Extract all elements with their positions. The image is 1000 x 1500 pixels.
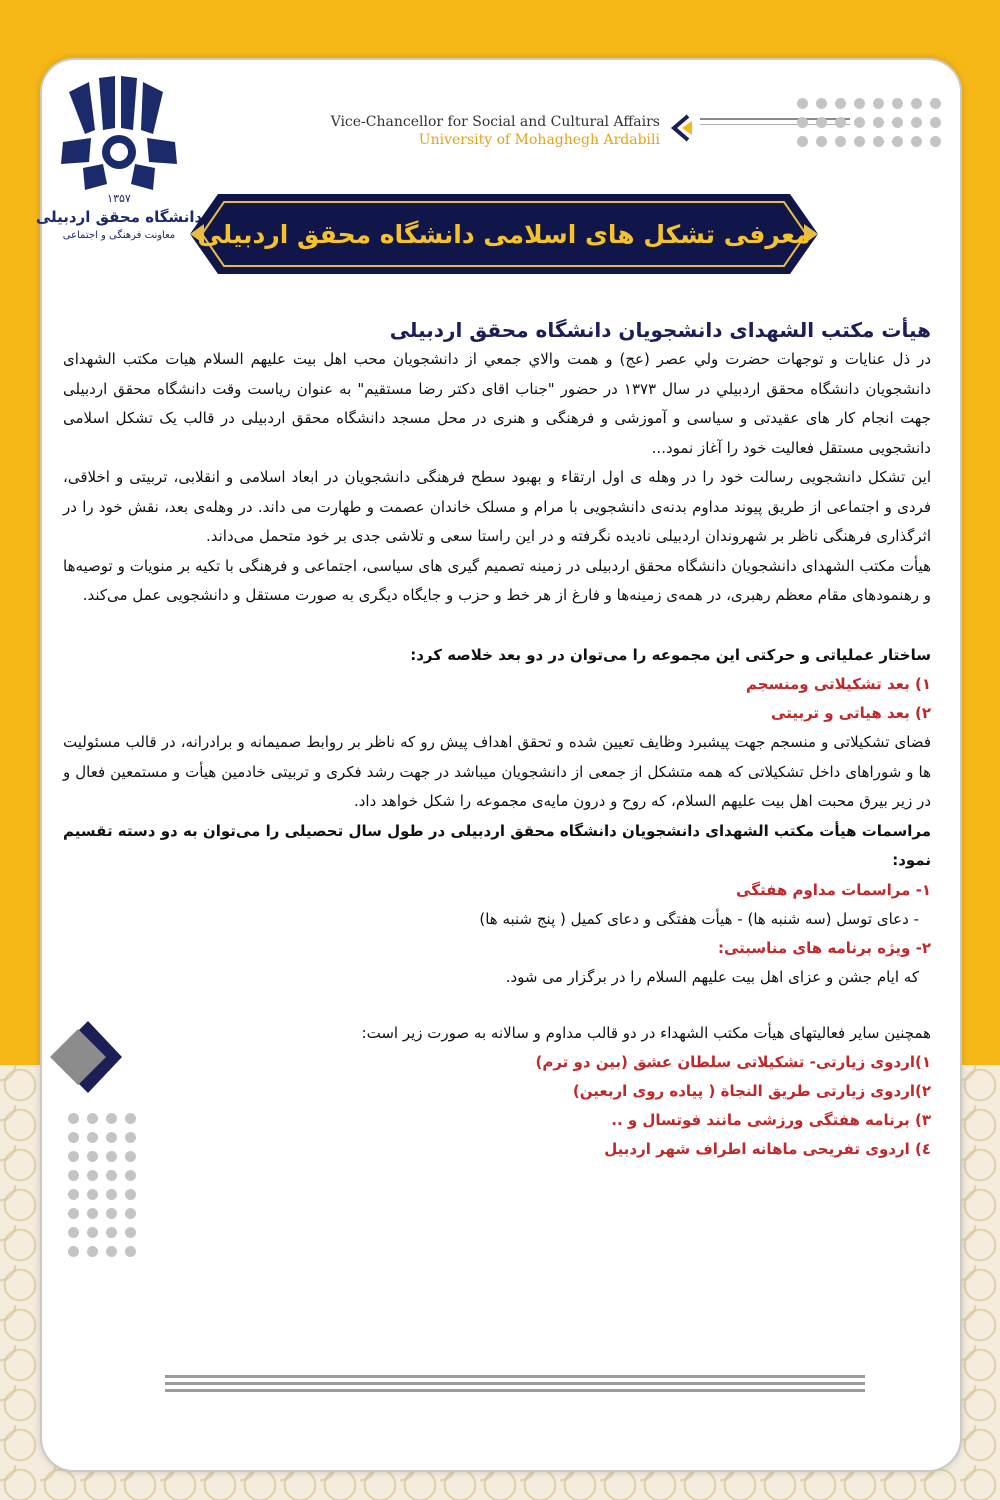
dots-decoration-top [797,98,941,147]
logo-name: دانشگاه محقق اردبیلی [35,208,203,226]
diamond-decoration [50,1015,126,1099]
ceremony-1-title: ١- مراسمات مداوم هفتگی [736,880,931,899]
other-activity-3: ٣) برنامه هفتگی ورزشی مانند فوتسال و .. [611,1111,931,1129]
ceremony-1-description: - دعای توسل (سه شنبه ها) - هیأت هفتگی و دعای کمیل ( پنج شنبه ها) [479,909,919,928]
other-activity-2: ٢)اردوی زیارتی طریق النجاة ( پیاده روی اربعین) [572,1082,931,1100]
structure-intro: ساختار عملیاتی و حرکتی این مجموعه را می‌توان در دو بعد خلاصه کرد: [410,645,931,664]
other-activities-intro: همچنین سایر فعالیتهای هیأت مکتب الشهداء در دو قالب مداوم و سالانه به صورت زیر است: [361,1023,931,1042]
structure-description: فضای تشکیلاتی و منسجم جهت پیشبرد وظایف تعیین شده و تحقق اهداف پیش رو که ناظر بر روابط صمیمانه و برادرانه، در قالب مسئولیت ها و شوراهای داخل تشکیلاتی که همه متشکل از جمعی از دانشجویان میباشد در جهت رشد فکری و تربیتی خادمین هیأت و مستمعین فعال و در زیر بیرق محبت اهل بیت علیهم السلام، که روح و درون مایه‌ی مجموعه را شکل خواهد داد. [63,733,931,810]
chevron-left-icon [668,113,694,143]
logo-subtitle: معاونت فرهنگی و اجتماعی [62,230,176,241]
other-activity-1: ١)اردوی زیارتی- تشکیلاتی سلطان عشق (بین دو ترم) [535,1053,931,1071]
header-en-university: University of Mohaghegh Ardabili [418,132,660,148]
ceremony-2-description: که ایام جشن و عزای اهل بیت علیهم السلام را در برگزار می شود. [505,968,919,986]
structure-item-2: ٢) بعد هیاتی و تربیتی [771,704,931,722]
university-logo [35,72,203,242]
footer-lines [165,1375,865,1396]
ceremonies-intro: مراسمات هیأت مکتب الشهدای دانشجویان دانشگاه محقق اردبیلی در طول سال تحصیلی را می‌توان به دو دسته تقسیم نمود: [63,821,931,869]
other-activity-4: ٤) اردوی تفریحی ماهانه اطراف شهر اردبیل [604,1140,931,1158]
banner-title: معرفی تشکل های اسلامی دانشگاه محقق اردبیلی [197,219,811,249]
logo-year: ۱۳۵۷ [107,192,131,205]
intro-paragraph-2: این تشکل دانشجویی رسالت خود را در وهله ی اول ارتقاء و بهبود سطح فرهنگی دانشجویان در ابعاد اسلامی و انقلابی، تربیتی و اخلاقی، فردی و اجتماعی از طریق پیوند مداوم بدنه‌ی دانشجویی با مرام و مسلک خاندان عصمت و طهارت می داند. در وهله‌ی بعد، نقش خود را در اثرگذاری فرهنگی ناظر بر شهروندان اردبیلی نادیده نگرفته و در این راستا سعی و تلاشی جدی بر خود متحمل می‌داند. [63,468,931,545]
ceremony-2-title: ٢- ویژه برنامه های مناسبتی: [717,939,931,957]
header-text [331,113,660,149]
structure-item-1: ١) بعد تشکیلاتی ومنسجم [746,675,931,693]
main-content [63,315,931,1164]
dots-decoration-left [68,1113,136,1257]
section-title: هیأت مکتب الشهدای دانشجویان دانشگاه محقق اردبیلی [389,318,931,342]
header-en-title: Vice-Chancellor for Social and Cultural Affairs [330,114,660,130]
intro-paragraph-3: هیأت مکتب الشهدای دانشجویان دانشگاه محقق اردبیلی در زمینه تصمیم گیری های سیاسی، اجتماعی و فرهنگی با تکیه بر منویات و توصیه‌ها و رهنمودهای مقام معظم رهبری، در همه‌ی زمینه‌ها و فارغ از هر خط و حزب و جایگاه دیگری به صورت مستقل و دانشجویی عمل می‌کند. [63,556,931,604]
intro-paragraph-1: در ذل عنایات و توجهات حضرت ولي عصر (عج) و همت والاي جمعي از دانشجويان محب اهل بيت عليهم السلام هيات مكتب الشهدای دانشجويان دانشگاه محقق اردبيلي در سال ١٣٧٣ در حضور "جناب اقای دکتر رضا مستقیم" به عنوان رياست وقت دانشگاه محقق اردبيلی جهت انجام کار های عقیدتی و سیاسی و آموزشی و فرهنگی و هنری در محل مسجد دانشگاه محقق اردبیلی در قالب یک تشکل اسلامی دانشجویی مستقل فعالیت خود را آغاز نمود... [63,350,931,457]
